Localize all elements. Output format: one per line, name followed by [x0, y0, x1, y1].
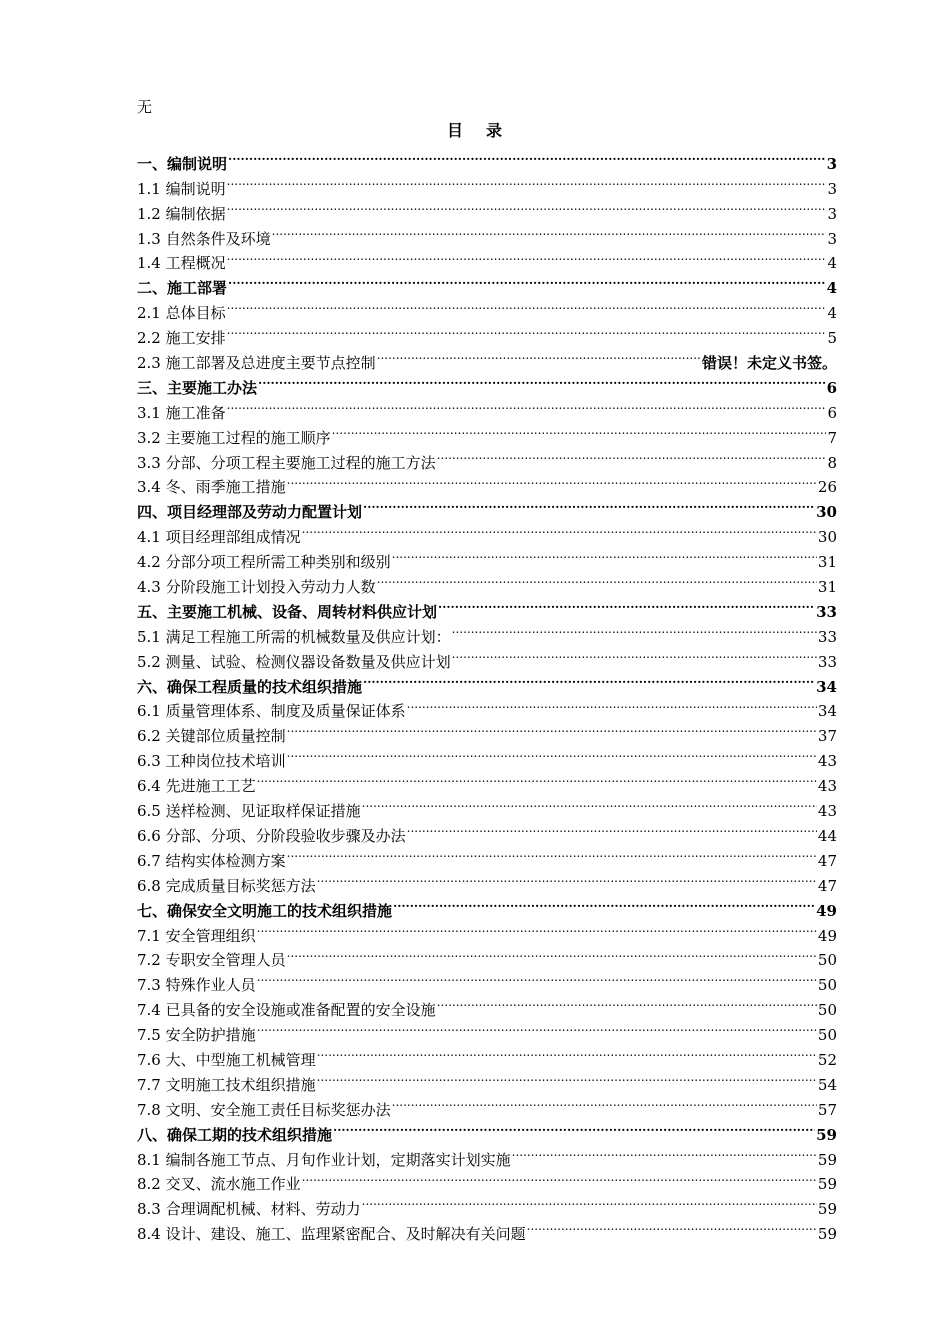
toc-entry[interactable] — [137, 144, 837, 173]
dot-leader — [302, 1165, 817, 1190]
toc-entry-page: 26 — [817, 478, 837, 497]
toc-entry-label: 七、确保安全文明施工的技术组织措施 — [137, 901, 393, 920]
toc-entry[interactable] — [137, 293, 837, 323]
toc-title — [0, 120, 950, 142]
toc-entry-page: 8 — [827, 453, 837, 472]
toc-entry[interactable] — [137, 418, 837, 447]
toc-entry[interactable] — [137, 393, 837, 422]
toc-entry-label: 2.2 施工安排 — [137, 329, 226, 348]
toc-entry-label: 8.1 编制各施工节点、月旬作业计划，定期落实计划实施 — [137, 1150, 511, 1169]
toc-entry-page: 5 — [827, 329, 837, 348]
toc-entry-label: 7.2 专职安全管理人员 — [137, 951, 286, 970]
toc-entry-label: 4.2 分部分项工程所需工种类别和级别 — [137, 553, 391, 572]
dot-leader — [227, 244, 827, 269]
dot-leader — [287, 716, 817, 741]
dot-leader — [317, 1040, 817, 1065]
toc-entry-page: 31 — [817, 578, 837, 597]
toc-entry-label: 7.3 特殊作业人员 — [137, 976, 256, 995]
toc-entry-label: 4.3 分阶段施工计划投入劳动力人数 — [137, 578, 376, 597]
toc-entry-page: 3 — [827, 229, 837, 248]
toc-entry-page: 4 — [827, 304, 837, 323]
toc-entry-label: 5.2 测量、试验、检测仪器设备数量及供应计划 — [137, 652, 451, 671]
toc-entry-label: 6.2 关键部位质量控制 — [137, 727, 286, 746]
toc-entry-page: 59 — [817, 1225, 837, 1244]
toc-entry-label: 8.3 合理调配机械、材料、劳动力 — [137, 1200, 361, 1219]
toc-entry-label: 1.3 自然条件及环境 — [137, 229, 271, 248]
toc-entry[interactable] — [137, 343, 837, 373]
dot-leader — [317, 1065, 817, 1090]
toc-entry-label: 6.7 结构实体检测方案 — [137, 851, 286, 870]
toc-entry-page: 54 — [817, 1075, 837, 1094]
toc-entry-page: 37 — [817, 727, 837, 746]
toc-entry-label: 3.4 冬、雨季施工措施 — [137, 478, 286, 497]
dot-leader — [407, 692, 817, 717]
toc-entry[interactable] — [137, 244, 837, 273]
toc-entry-label: 7.5 安全防护措施 — [137, 1026, 256, 1045]
dot-leader — [362, 791, 817, 816]
dot-leader — [228, 268, 826, 293]
toc-entry-label: 3.3 分部、分项工程主要施工过程的施工方法 — [137, 453, 436, 472]
toc-entry-label: 5.1 满足工程施工所需的机械数量及供应计划： — [137, 627, 451, 646]
toc-entry-label: 6.1 质量管理体系、制度及质量保证体系 — [137, 702, 406, 721]
toc-entry-label: 二、施工部署 — [137, 279, 228, 298]
toc-entry-label: 五、主要施工机械、设备、周转材料供应计划 — [137, 602, 438, 621]
dot-leader — [257, 965, 817, 990]
toc-entry-label: 6.8 完成质量目标奖惩方法 — [137, 876, 316, 895]
toc-entry-label: 3.1 施工准备 — [137, 403, 226, 422]
dot-leader — [363, 667, 815, 692]
dot-leader — [333, 1115, 815, 1140]
toc-entry-page: 49 — [816, 901, 837, 920]
toc-entry[interactable] — [137, 194, 837, 223]
toc-entry-page: 3 — [826, 154, 837, 173]
toc-entry-label: 1.4 工程概况 — [137, 254, 226, 273]
toc-entry-page: 4 — [827, 254, 837, 273]
toc-entry-page: 50 — [817, 1001, 837, 1020]
dot-leader — [407, 816, 817, 841]
toc-entry-label: 4.1 项目经理部组成情况 — [137, 528, 301, 547]
toc-entry-label: 7.7 文明施工技术组织措施 — [137, 1075, 316, 1094]
toc-entry-label: 8.2 交叉、流水施工作业 — [137, 1175, 301, 1194]
toc-entry-page: 7 — [827, 428, 837, 447]
toc-entry-page: 4 — [826, 279, 837, 298]
toc-entry-label: 四、项目经理部及劳动力配置计划 — [137, 503, 363, 522]
dot-leader — [317, 866, 817, 891]
toc-entry-page: 59 — [817, 1200, 837, 1219]
dot-leader — [287, 941, 817, 966]
toc-entry[interactable] — [137, 219, 837, 248]
dot-leader — [377, 567, 817, 592]
toc-entry[interactable] — [137, 169, 837, 198]
toc-entry-page: 50 — [817, 951, 837, 970]
toc-entry-label: 2.1 总体目标 — [137, 304, 226, 323]
toc-entry-page: 33 — [817, 652, 837, 671]
toc-entry-page: 6 — [826, 378, 837, 397]
toc-entry-label: 8.4 设计、建设、施工、监理紧密配合、及时解决有关问题 — [137, 1225, 526, 1244]
dot-leader — [452, 642, 817, 667]
toc-entry-label: 3.2 主要施工过程的施工顺序 — [137, 428, 331, 447]
toc-entry-page: 43 — [817, 752, 837, 771]
dot-leader — [527, 1214, 817, 1239]
toc-entry-page: 31 — [817, 553, 837, 572]
dot-leader — [393, 891, 815, 916]
toc-entry-page: 50 — [817, 1026, 837, 1045]
toc-entry-page: 43 — [817, 802, 837, 821]
toc-entry-label: 7.4 已具备的安全设施或准备配置的安全设施 — [137, 1001, 436, 1020]
toc-entry-label: 1.1 编制说明 — [137, 179, 226, 198]
toc-entry-label: 2.3 施工部署及总进度主要节点控制 — [137, 354, 376, 373]
toc-entry-label: 1.2 编制依据 — [137, 204, 226, 223]
dot-leader — [437, 990, 817, 1015]
toc-entry-page: 3 — [827, 179, 837, 198]
dot-leader — [227, 194, 827, 219]
toc-entry-page: 34 — [816, 677, 837, 696]
toc-entry-page: 47 — [817, 876, 837, 895]
toc-entry-page: 3 — [827, 204, 837, 223]
toc-entry-page: 34 — [817, 702, 837, 721]
header-note: 无 — [137, 98, 153, 116]
toc-entry-page: 33 — [816, 602, 837, 621]
toc-entry-label: 三、主要施工办法 — [137, 378, 258, 397]
dot-leader — [452, 617, 817, 642]
dot-leader — [227, 318, 827, 343]
toc-entry[interactable] — [137, 318, 837, 348]
dot-leader — [257, 916, 817, 941]
toc-entry-page: 57 — [817, 1100, 837, 1119]
toc-title-right: 录 — [486, 121, 504, 140]
dot-leader — [512, 1140, 817, 1165]
dot-leader — [227, 169, 827, 194]
dot-leader — [287, 468, 817, 493]
dot-leader — [227, 293, 827, 318]
toc-entry-page: 52 — [817, 1050, 837, 1069]
toc-entry-label: 八、确保工期的技术组织措施 — [137, 1125, 333, 1144]
dot-leader — [362, 1189, 817, 1214]
toc-entry-page: 59 — [816, 1125, 837, 1144]
dot-leader — [302, 517, 817, 542]
table-of-contents — [137, 144, 837, 1244]
toc-entry-page: 33 — [817, 627, 837, 646]
toc-entry-label: 6.4 先进施工工艺 — [137, 777, 256, 796]
toc-entry-page: 6 — [827, 403, 837, 422]
toc-entry-label: 7.6 大、中型施工机械管理 — [137, 1050, 316, 1069]
toc-entry-page: 30 — [816, 503, 837, 522]
dot-leader — [438, 592, 815, 617]
dot-leader — [377, 343, 701, 368]
toc-entry-label: 7.8 文明、安全施工责任目标奖惩办法 — [137, 1100, 391, 1119]
dot-leader — [257, 1015, 817, 1040]
toc-title-left: 目 — [446, 121, 464, 140]
toc-entry-page: 59 — [817, 1175, 837, 1194]
toc-entry-page: 错误！未定义书签。 — [701, 354, 837, 373]
toc-entry-label: 6.6 分部、分项、分阶段验收步骤及办法 — [137, 826, 406, 845]
toc-entry-page: 50 — [817, 976, 837, 995]
dot-leader — [272, 219, 827, 244]
toc-entry-page: 49 — [817, 926, 837, 945]
toc-entry[interactable] — [137, 268, 837, 298]
dot-leader — [392, 542, 817, 567]
dot-leader — [287, 741, 817, 766]
toc-entry-page: 44 — [817, 826, 837, 845]
toc-entry-label: 一、编制说明 — [137, 154, 228, 173]
toc-entry-label: 6.3 工种岗位技术培训 — [137, 752, 286, 771]
dot-leader — [287, 841, 817, 866]
toc-entry-page: 30 — [817, 528, 837, 547]
dot-leader — [332, 418, 827, 443]
toc-entry-label: 6.5 送样检测、见证取样保证措施 — [137, 802, 361, 821]
toc-entry-page: 43 — [817, 777, 837, 796]
toc-entry-page: 59 — [817, 1150, 837, 1169]
toc-entry-label: 六、确保工程质量的技术组织措施 — [137, 677, 363, 696]
dot-leader — [363, 492, 815, 517]
toc-entry-page: 47 — [817, 851, 837, 870]
dot-leader — [392, 1090, 817, 1115]
dot-leader — [437, 443, 827, 468]
dot-leader — [227, 393, 827, 418]
toc-entry-label: 7.1 安全管理组织 — [137, 926, 256, 945]
dot-leader — [257, 766, 817, 791]
dot-leader — [228, 144, 826, 169]
dot-leader — [258, 368, 826, 393]
